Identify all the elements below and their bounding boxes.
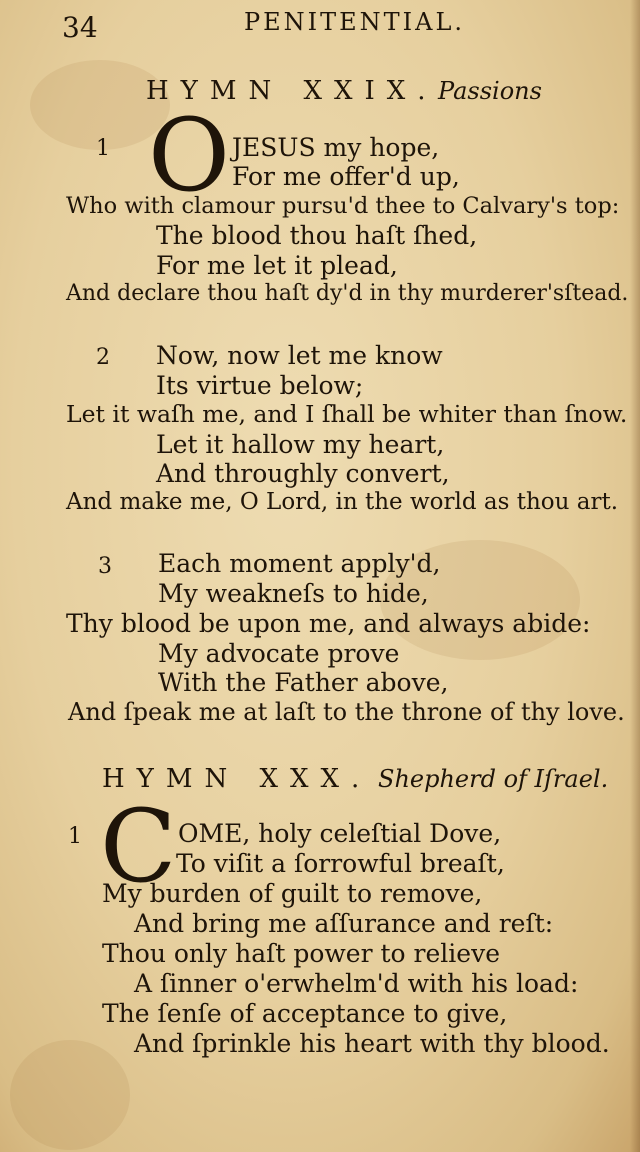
verse-line: For me offer'd up, <box>232 162 460 191</box>
verse-line: OME, holy celeſtial Dove, <box>178 819 502 848</box>
verse-line: Let it hallow my heart, <box>156 430 445 459</box>
verse-line: And bring me aſſurance and reſt: <box>134 909 554 938</box>
verse-number: 3 <box>98 554 112 579</box>
verse-line: JESUS my hope, <box>232 133 440 162</box>
verse-line: Each moment apply'd, <box>158 549 441 578</box>
verse-number: 1 <box>96 136 110 161</box>
verse-line: Its virtue below; <box>156 371 364 400</box>
running-head: PENITENTIAL. <box>244 8 466 36</box>
hymn-tune: Shepherd of Iſrael. <box>378 765 609 793</box>
verse-number: 1 <box>68 824 82 849</box>
verse-line: The ſenſe of acceptance to give, <box>102 999 508 1028</box>
verse-line: My advocate prove <box>158 639 400 668</box>
drop-cap: O <box>148 97 230 214</box>
verse-line: Who with clamour pursu'd thee to Calvary's top: <box>66 193 620 219</box>
hymn-title: HYMN XXX. <box>102 764 372 794</box>
hymn-tune: Passions <box>438 77 542 105</box>
verse-line: And ſprinkle his heart with thy blood. <box>134 1029 610 1058</box>
verse-line: Thou only haſt power to relieve <box>102 939 500 968</box>
verse-line: And throughly convert, <box>156 459 450 488</box>
drop-cap: C <box>100 788 177 905</box>
verse-line: The blood thou haſt ſhed, <box>156 221 478 250</box>
page-edge-shadow <box>630 0 640 1152</box>
verse-line: My weakneſs to hide, <box>158 579 429 608</box>
verse-line: Now, now let me know <box>156 341 443 370</box>
hymn-title: HYMN XXIX. <box>146 76 438 106</box>
verse-line: And make me, O Lord, in the world as thou art. <box>66 489 618 515</box>
verse-line: A ſinner o'erwhelm'd with his load: <box>134 969 579 998</box>
verse-line: Let it waſh me, and I ſhall be whiter than ſnow. <box>66 400 628 428</box>
verse-line: My burden of guilt to remove, <box>102 879 483 908</box>
verse-line: For me let it plead, <box>156 251 398 280</box>
verse-line: And declare thou haſt dy'd in thy murderer'sſtead. <box>66 281 629 306</box>
verse-line: And ſpeak me at laſt to the throne of thy love. <box>68 698 625 726</box>
verse-line: To viſit a ſorrowful breaſt, <box>176 849 505 878</box>
page-number: 34 <box>62 11 98 44</box>
verse-line: Thy blood be upon me, and always abide: <box>66 609 591 638</box>
paper-stain <box>10 1040 130 1150</box>
verse-number: 2 <box>96 345 110 370</box>
verse-line: With the Father above, <box>158 668 449 697</box>
